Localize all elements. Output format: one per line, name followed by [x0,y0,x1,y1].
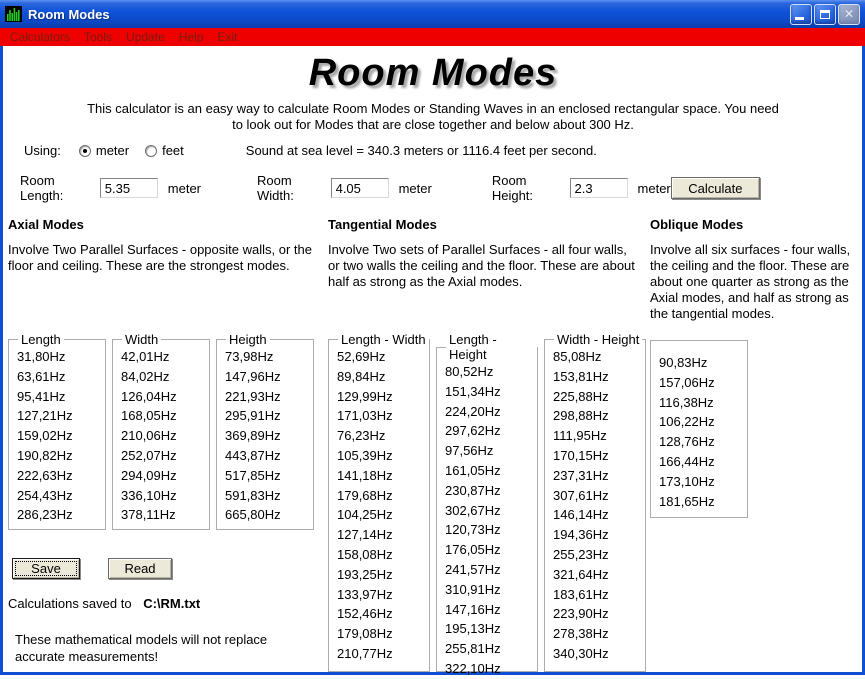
read-button[interactable]: Read [108,558,172,579]
menu-bar [0,28,865,46]
saved-status-text: Calculations saved to [8,596,132,611]
frequency-value: 126,04Hz [121,388,177,404]
frequency-value: 76,23Hz [337,428,386,444]
length-modes-box [8,332,106,530]
frequency-value: 297,62Hz [445,423,501,439]
room-height-unit: meter [637,180,671,196]
modes-grid [8,217,858,676]
length-width-modes-box [328,332,430,672]
meter-radio-label: meter [95,143,130,158]
frequency-value: 193,25Hz [337,566,393,582]
menu-item-exit[interactable]: Exit [217,30,238,44]
frequency-value: 322,10Hz [445,660,501,676]
oblique-description: Involve all six surfaces - four walls, the ceiling and the floor. These are about one quarter as strong as the Axial modes, and half as strong as the tangential modes. [650,242,851,321]
saved-file-path: C:\RM.txt [143,596,201,611]
saved-status [8,596,328,611]
room-width-unit: meter [398,180,432,196]
feet-radio-icon [145,145,157,157]
room-length-label: Room Length: [20,173,64,203]
room-width-group [257,173,432,203]
axial-description: Involve Two Parallel Surfaces - opposite walls, or the floor and ceiling. These are the strongest modes. [8,242,312,273]
room-height-label: Room Height: [491,173,534,203]
intro-text: This calculator is an easy way to calculate Room Modes or Standing Waves in an enclosed rectangular space. You need to look out for Modes that are close together and below about 300 Hz. [87,101,779,132]
frequency-value: 195,13Hz [445,621,501,637]
frequency-value: 158,08Hz [337,546,393,562]
frequency-value: 369,89Hz [225,428,281,444]
frequency-value: 105,39Hz [337,447,393,463]
warning-line1: These mathematical models will not replace [15,632,268,647]
frequency-value: 147,16Hz [445,601,501,617]
frequency-value: 378,11Hz [121,507,176,523]
close-button[interactable] [838,4,860,25]
frequency-value: 171,03Hz [337,408,393,424]
frequency-value: 210,06Hz [121,428,177,444]
feet-radio[interactable] [145,143,184,158]
frequency-value: 133,97Hz [337,586,393,602]
frequency-value: 517,85Hz [225,467,281,483]
height-modes-box [216,332,314,530]
using-label: Using: [24,143,61,158]
menu-item-calculators[interactable]: Calculators [10,30,71,44]
main-content [0,46,865,675]
frequency-value: 179,68Hz [337,487,393,503]
frequency-value: 127,14Hz [337,527,393,543]
frequency-value: 230,87Hz [445,482,501,498]
meter-radio-icon [79,145,91,157]
frequency-value: 181,65Hz [659,493,715,509]
frequency-value: 95,41Hz [17,388,66,404]
frequency-value: 321,64Hz [553,566,609,582]
room-length-unit: meter [167,180,202,196]
frequency-value: 302,67Hz [445,502,501,518]
frequency-value: 252,07Hz [121,447,177,463]
page-title: Room Modes [308,52,558,94]
frequency-value: 194,36Hz [553,527,609,543]
frequency-value: 183,61Hz [553,586,609,602]
room-height-group [492,173,671,203]
frequency-value: 42,01Hz [121,349,170,364]
room-width-label: Room Width: [257,173,294,203]
frequency-value: 310,91Hz [445,581,501,597]
width-height-caption: Width - Height [557,332,640,347]
window-title: Room Modes [28,6,110,22]
height-modes-list [225,347,313,525]
dimension-inputs-row [20,173,858,203]
width-modes-caption: Width [125,332,159,347]
save-button[interactable]: Save [12,558,80,579]
width-modes-list [121,347,209,525]
axial-column [8,332,328,672]
maximize-button[interactable] [814,4,836,25]
frequency-value: 336,10Hz [121,487,177,503]
tangential-column [328,332,650,676]
room-length-input[interactable] [100,178,158,198]
length-height-modes-box [436,332,538,676]
warning-line2: accurate measurements! [15,649,159,664]
frequency-value: 241,57Hz [445,561,501,577]
oblique-modes-box [650,340,748,518]
frequency-value: 141,18Hz [337,467,393,483]
units-row [24,143,858,158]
minimize-icon [795,17,804,20]
axial-section-header [8,217,328,322]
frequency-value: 159,02Hz [17,428,73,444]
sound-info-text: Sound at sea level = 340.3 meters or 1116.4 feet per second. [245,143,597,158]
frequency-value: 52,69Hz [337,349,386,364]
length-width-list [337,347,429,664]
frequency-value: 294,09Hz [121,467,177,483]
tangential-title: Tangential Modes [328,217,437,232]
frequency-value: 151,34Hz [445,383,501,399]
frequency-value: 222,63Hz [17,467,73,483]
length-modes-caption: Length [21,332,61,347]
frequency-value: 157,06Hz [659,374,715,390]
frequency-value: 97,56Hz [445,443,494,459]
height-modes-caption: Heigth [229,332,267,347]
frequency-value: 129,99Hz [337,388,393,404]
frequency-value: 255,23Hz [553,546,609,562]
frequency-value: 278,38Hz [553,626,609,642]
length-height-caption: Length - Height [449,332,497,362]
close-icon: ✕ [843,7,855,21]
frequency-value: 591,83Hz [225,487,281,503]
room-height-input[interactable] [570,178,628,198]
frequency-value: 120,73Hz [445,522,501,538]
menu-item-tools[interactable]: Tools [84,30,113,44]
frequency-value: 179,08Hz [337,626,393,642]
frequency-value: 104,25Hz [337,507,393,523]
frequency-value: 225,88Hz [553,388,609,404]
frequency-value: 307,61Hz [553,487,609,503]
oblique-title: Oblique Modes [650,217,744,232]
frequency-value: 168,05Hz [121,408,177,424]
frequency-value: 223,90Hz [553,606,609,622]
frequency-value: 152,46Hz [337,606,393,622]
calculate-button[interactable]: Calculate [671,177,760,199]
frequency-value: 166,44Hz [659,453,715,469]
width-height-modes-box [544,332,646,672]
frequency-value: 89,84Hz [337,368,386,384]
window-controls [790,4,860,25]
app-icon [5,5,23,23]
room-length-group [20,173,201,203]
oblique-section-header [650,217,858,322]
frequency-value: 286,23Hz [17,507,73,523]
minimize-button[interactable] [790,4,812,25]
frequency-value: 210,77Hz [337,645,393,661]
oblique-column [650,332,858,672]
frequency-value: 176,05Hz [445,542,501,558]
frequency-value: 170,15Hz [553,447,609,463]
frequency-value: 80,52Hz [445,364,494,379]
frequency-value: 116,38Hz [659,394,714,410]
menu-item-update[interactable]: Update [126,30,165,44]
frequency-value: 128,76Hz [659,434,715,450]
frequency-value: 340,30Hz [553,645,609,661]
frequency-value: 127,21Hz [17,408,73,424]
meter-radio[interactable] [79,143,129,158]
frequency-value: 443,87Hz [225,447,281,463]
maximize-icon [820,10,830,19]
length-modes-list [17,347,105,525]
frequency-value: 255,81Hz [445,641,501,657]
room-width-input[interactable] [331,178,389,198]
frequency-value: 146,14Hz [553,507,609,523]
frequency-value: 84,02Hz [121,368,170,384]
frequency-value: 224,20Hz [445,403,501,419]
feet-radio-label: feet [162,143,184,158]
frequency-value: 153,81Hz [553,368,609,384]
frequency-value: 237,31Hz [553,467,609,483]
warning-text [15,631,328,665]
frequency-value: 85,08Hz [553,349,602,364]
oblique-modes-list [659,353,747,511]
frequency-value: 665,80Hz [225,507,281,523]
width-height-list [553,347,645,664]
frequency-value: 31,80Hz [17,349,66,364]
frequency-value: 147,96Hz [225,368,281,384]
file-buttons-row [12,558,328,579]
length-height-list [445,362,537,679]
frequency-value: 173,10Hz [659,473,715,489]
frequency-value: 295,91Hz [225,408,281,424]
width-modes-box [112,332,210,530]
frequency-value: 221,93Hz [225,388,281,404]
frequency-value: 190,82Hz [17,447,73,463]
tangential-description: Involve Two sets of Parallel Surfaces - all four walls, or two walls the ceiling and the floor. These are about half as strong as the Axial modes. [328,242,635,289]
frequency-value: 161,05Hz [445,462,501,478]
length-width-caption: Length - Width [341,332,426,347]
frequency-value: 111,95Hz [553,428,607,444]
title-bar [0,0,865,28]
frequency-value: 63,61Hz [17,368,66,384]
frequency-value: 106,22Hz [659,414,715,430]
menu-item-help[interactable]: Help [178,30,204,44]
frequency-value: 298,88Hz [553,408,609,424]
tangential-section-header [328,217,650,322]
frequency-value: 73,98Hz [225,349,274,364]
frequency-value: 254,43Hz [17,487,73,503]
axial-title: Axial Modes [8,217,84,232]
frequency-value: 90,83Hz [659,355,708,370]
